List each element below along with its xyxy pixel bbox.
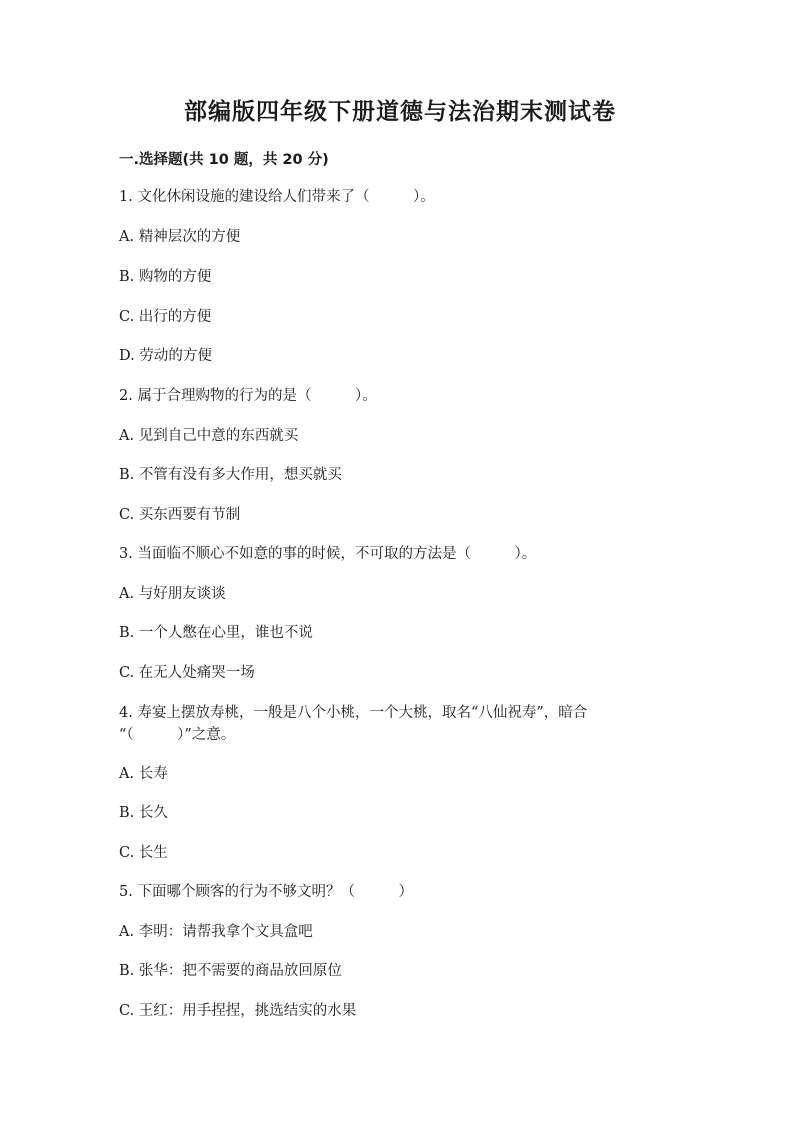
question-1-option-b: B. 购物的方便: [119, 269, 212, 285]
question-5-option-b: B. 张华：把不需要的商品放回原位: [119, 963, 342, 979]
question-5-option-a: A. 李明：请帮我拿个文具盒吧: [119, 924, 313, 940]
question-4-option-c: C. 长生: [119, 845, 168, 861]
question-4-stem-line-2: “（ ）”之意。: [119, 727, 236, 743]
question-4-stem-line-1: 4. 寿宴上摆放寿桃，一般是八个小桃，一个大桃，取名“八仙祝寿”，暗合: [119, 705, 588, 721]
question-1-option-c: C. 出行的方便: [119, 309, 212, 325]
question-2-stem: 2. 属于合理购物的行为的是（ ）。: [119, 388, 377, 404]
question-1-option-d: D. 劳动的方便: [119, 348, 212, 364]
question-3-option-c: C. 在无人处痛哭一场: [119, 665, 255, 681]
question-5-stem: 5. 下面哪个顾客的行为不够文明？（ ）: [119, 884, 413, 900]
question-5-option-c: C. 王红：用手捏捏，挑选结实的水果: [119, 1003, 357, 1019]
exam-title: 部编版四年级下册道德与法治期末测试卷: [184, 98, 616, 125]
question-1-stem: 1. 文化休闲设施的建设给人们带来了（ ）。: [119, 189, 435, 205]
question-3-option-a: A. 与好朋友谈谈: [119, 586, 226, 602]
question-1-option-a: A. 精神层次的方便: [119, 229, 241, 245]
question-2-option-a: A. 见到自己中意的东西就买: [119, 428, 299, 444]
question-4-option-b: B. 长久: [119, 805, 168, 821]
question-2-option-b: B. 不管有没有多大作用，想买就买: [119, 467, 342, 483]
section-heading: 一.选择题(共 10 题，共 20 分): [119, 152, 329, 168]
question-4-option-a: A. 长寿: [119, 766, 168, 782]
question-3-option-b: B. 一个人憋在心里，谁也不说: [119, 625, 313, 641]
question-2-option-c: C. 买东西要有节制: [119, 507, 241, 523]
question-3-stem: 3. 当面临不顺心不如意的事的时候，不可取的方法是（ ）。: [119, 546, 537, 562]
